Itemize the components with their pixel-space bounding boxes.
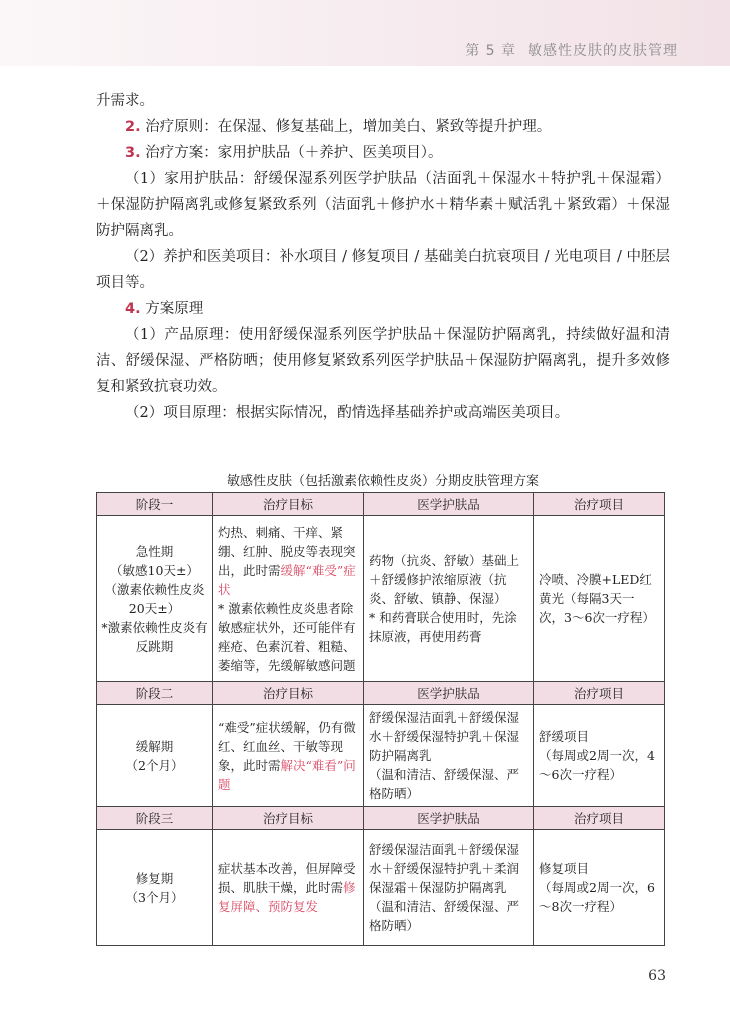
stage-cell xyxy=(97,516,213,682)
paragraph-text: 治疗方案：家用护肤品（＋养护、医美项目）。 xyxy=(145,145,443,161)
skincare-text: 舒缓保湿洁面乳＋舒缓保湿水＋舒缓保湿特护乳＋柔润保湿霜＋保湿防护隔离乳 xyxy=(369,842,520,895)
goal-cell xyxy=(213,705,364,807)
header-stage: 阶段一 xyxy=(97,493,213,516)
skincare-text: 药物（抗炎、舒敏）基础上＋舒缓修护浓缩原液（抗炎、舒敏、镇静、保湿） xyxy=(369,553,520,606)
skincare-cell xyxy=(364,830,534,946)
paragraph-home-skincare: （1）家用护肤品：舒缓保湿系列医学护肤品（洁面乳＋保湿水＋特护乳＋保湿霜）＋保湿防护隔离乳或修复紧致系列（洁面乳＋修护水＋精华素＋赋活乳＋紧致霜）＋保湿防护隔离乳。 xyxy=(96,171,670,239)
treatment-cell xyxy=(534,830,665,946)
header-treatment: 治疗项目 xyxy=(534,682,665,705)
stage-note: *激素依赖性皮炎有反跳期 xyxy=(101,619,208,654)
header-skincare: 医学护肤品 xyxy=(364,682,534,705)
stage-duration: （敏感10天±） xyxy=(110,562,199,578)
header-skincare: 医学护肤品 xyxy=(364,807,534,830)
treatment-frequency: （每周或2周一次，4～6次一疗程） xyxy=(539,748,655,782)
header-treatment: 治疗项目 xyxy=(534,493,665,516)
stage-duration: （2个月） xyxy=(125,757,184,773)
header-treatment: 治疗项目 xyxy=(534,807,665,830)
item-number: 2. xyxy=(125,119,141,135)
goal-text: 症状基本改善，但屏障受损、肌肤干燥，此时需 xyxy=(218,861,356,895)
paragraph-product-rationale: （1）产品原理：使用舒缓保湿系列医学护肤品＋保湿防护隔离乳，持续做好温和清洁、舒缓保湿、严格防晒；使用修复紧致系列医学护肤品＋保湿防护隔离乳，提升多效修复和紧致抗衰功效。 xyxy=(96,327,670,395)
header-stage: 阶段二 xyxy=(97,682,213,705)
paragraph-rationale xyxy=(96,296,670,322)
paragraph-plan xyxy=(96,140,670,166)
skincare-note: （温和清洁、舒缓保湿、严格防晒） xyxy=(369,767,520,801)
stage-name: 急性期 xyxy=(135,543,174,559)
skincare-cell xyxy=(364,516,534,682)
goal-highlight: 修复屏障、预防复发 xyxy=(218,880,356,914)
table-row xyxy=(97,830,665,946)
header-goal: 治疗目标 xyxy=(213,682,364,705)
paragraph-principle xyxy=(96,114,670,140)
header-goal: 治疗目标 xyxy=(213,493,364,516)
skincare-note: （温和清洁、舒缓保湿、严格防晒） xyxy=(369,899,520,933)
goal-text: 灼热、刺痛、干痒、紧绷、红肿、脱皮等表现突出，此时需 xyxy=(218,524,356,578)
treatment-name: 修复项目 xyxy=(539,861,590,876)
skincare-text: 舒缓保湿洁面乳＋舒缓保湿水＋舒缓保湿特护乳＋保湿防护隔离乳 xyxy=(369,710,520,763)
goal-highlight: 缓解“难受”症状 xyxy=(218,562,356,597)
stage-name: 缓解期 xyxy=(135,738,174,754)
item-number: 3. xyxy=(125,145,141,161)
treatment-name: 舒缓项目 xyxy=(539,729,590,744)
goal-cell xyxy=(213,830,364,946)
running-header xyxy=(465,40,678,60)
stage-header-row xyxy=(97,682,665,705)
table-row xyxy=(97,705,665,807)
table-caption: 敏感性皮肤（包括激素依赖性皮炎）分期皮肤管理方案 xyxy=(226,474,539,489)
goal-note: * 激素依赖性皮炎患者除敏感症状外，还可能伴有痤疮、色素沉着、粗糙、萎缩等，先缓解敏感问题 xyxy=(218,600,356,673)
goal-text: “难受”症状缓解，仍有微红、红血丝、干敏等现象，此时需 xyxy=(218,719,356,773)
goal-cell xyxy=(213,516,364,682)
chapter-title: 敏感性皮肤的皮肤管理 xyxy=(528,43,678,59)
header-skincare: 医学护肤品 xyxy=(364,493,534,516)
header-stage: 阶段三 xyxy=(97,807,213,830)
treatment-frequency: （每周或2周一次，6～8次一疗程） xyxy=(539,880,655,914)
table-row xyxy=(97,516,665,682)
management-plan-table xyxy=(96,492,665,946)
paragraph-text: 治疗原则：在保湿、修复基础上，增加美白、紧致等提升护理。 xyxy=(145,119,552,135)
goal-highlight: 解决“难看”问题 xyxy=(218,757,356,792)
stage-duration: （3个月） xyxy=(125,889,184,905)
chapter-number: 第 5 章 xyxy=(465,43,516,59)
stage-cell xyxy=(97,705,213,807)
paragraph-continuation: 升需求。 xyxy=(96,93,154,109)
body-text xyxy=(96,88,670,426)
skincare-cell xyxy=(364,705,534,807)
header-goal: 治疗目标 xyxy=(213,807,364,830)
paragraph-project-rationale: （2）项目原理：根据实际情况，酌情选择基础养护或高端医美项目。 xyxy=(125,405,570,421)
skincare-note: * 和药膏联合使用时，先涂抹原液，再使用药膏 xyxy=(369,610,517,644)
paragraph-medical-projects: （2）养护和医美项目：补水项目 / 修复项目 / 基础美白抗衰项目 / 光电项目 / 中胚层项目等。 xyxy=(96,249,670,291)
stage-header-row xyxy=(97,807,665,830)
stage-name: 修复期 xyxy=(135,870,174,886)
stage-cell xyxy=(97,830,213,946)
page-number: 63 xyxy=(648,968,666,984)
stage-header-row xyxy=(97,493,665,516)
treatment-cell: 冷喷、冷膜+LED红黄光（每隔3天一次，3～6次一疗程） xyxy=(534,516,665,682)
treatment-cell xyxy=(534,705,665,807)
stage-duration: （激素依赖性皮炎20天±） xyxy=(104,581,205,616)
item-number: 4. xyxy=(125,301,141,317)
paragraph-text: 方案原理 xyxy=(145,301,204,317)
